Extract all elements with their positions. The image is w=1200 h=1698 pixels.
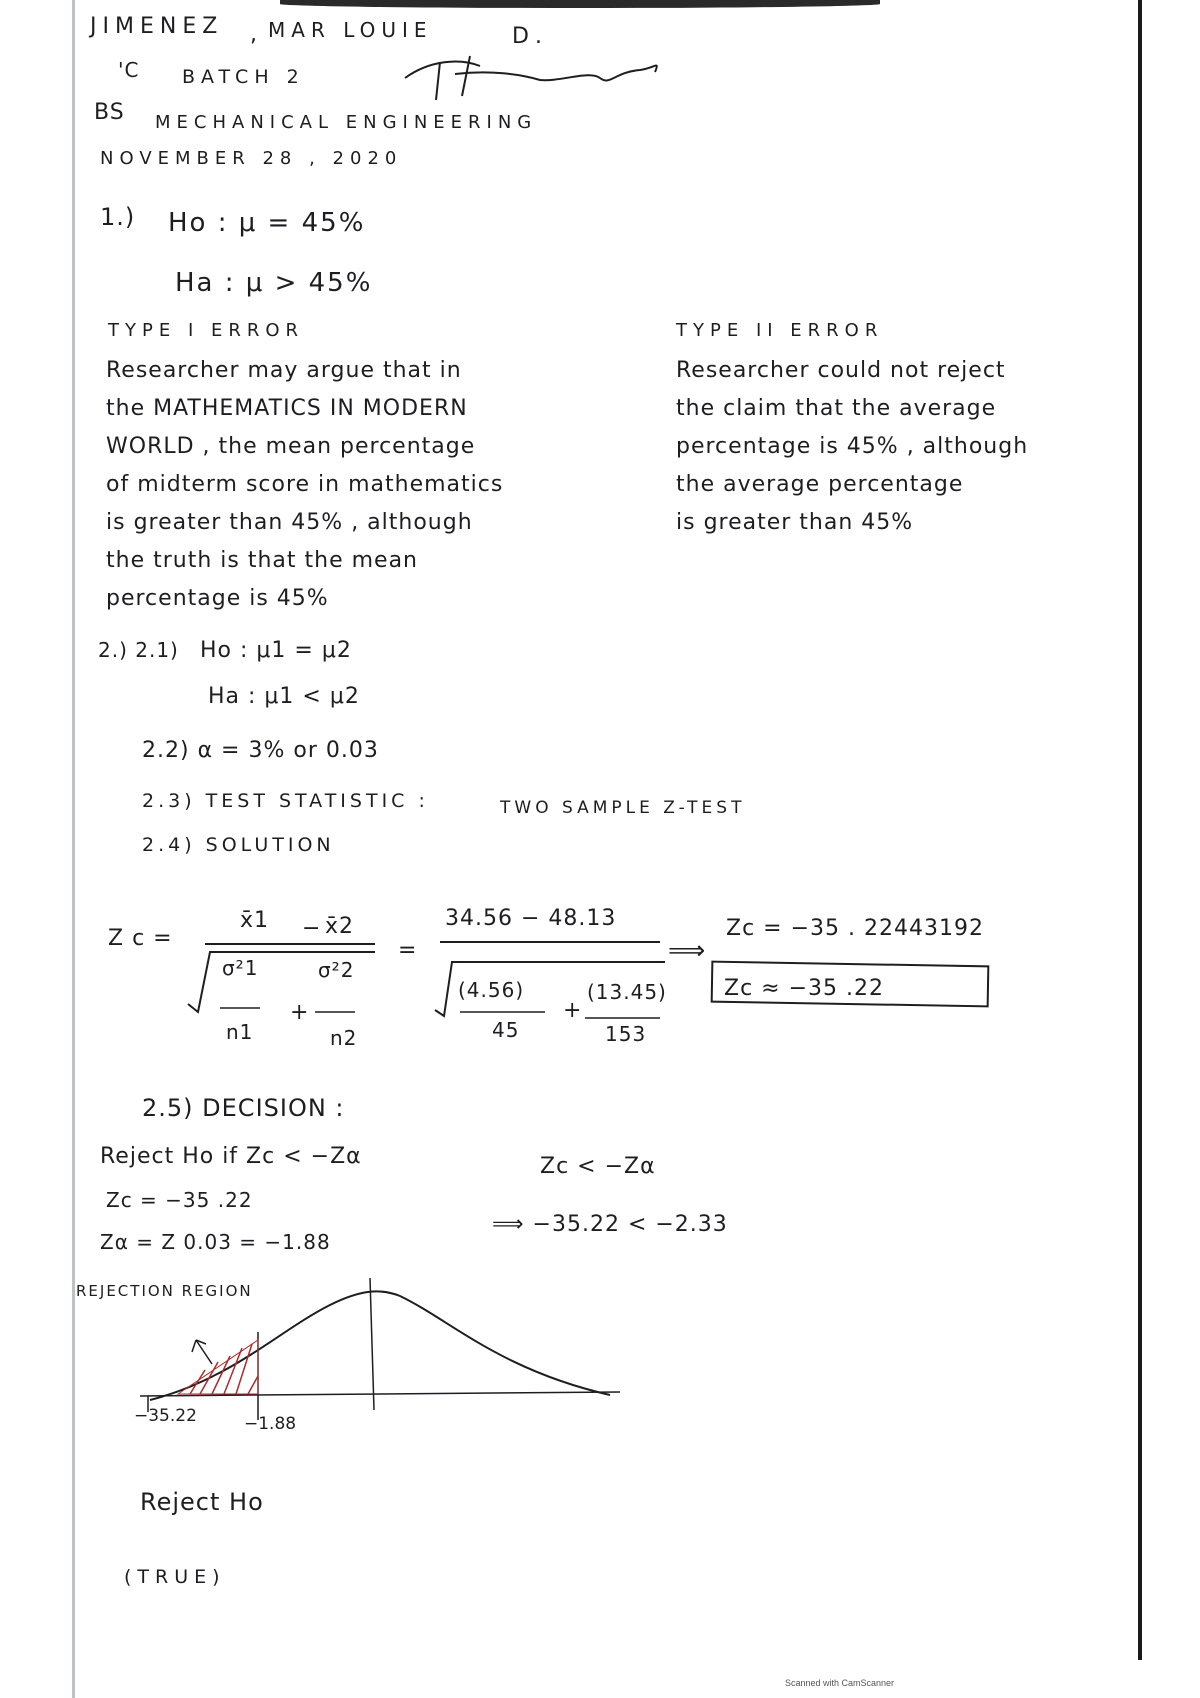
formula-x1: x̄1 — [240, 908, 270, 933]
decision-title: 2.5) DECISION : — [142, 1094, 345, 1122]
formula-minus: − — [302, 916, 322, 941]
rejection-region-label: REJECTION REGION — [76, 1282, 253, 1300]
graph-mean-line — [370, 1278, 374, 1410]
substituted-sqrt — [435, 962, 665, 1016]
graph-tick-zc: −35.22 — [134, 1406, 197, 1426]
substituted-n-a: 45 — [492, 1018, 520, 1042]
substituted-variance-a: (4.56) — [458, 978, 525, 1002]
program-name: MECHANICAL ENGINEERING — [155, 112, 538, 133]
name-separator: , — [250, 22, 258, 47]
formula-equals: = — [398, 938, 418, 963]
z-alpha-value: Zα = Z 0.03 = −1.88 — [100, 1230, 331, 1254]
substituted-n-b: 153 — [605, 1022, 647, 1046]
zc-value: Zc = −35 .22 — [106, 1188, 253, 1212]
z-result-boxed: Zc ≈ −35 .22 — [724, 976, 884, 1001]
q2-test-statistic-label: 2.3) TEST STATISTIC : — [142, 790, 429, 812]
q2-part1-label: 2.) 2.1) — [98, 638, 179, 662]
q2-alpha: 2.2) α = 3% or 0.03 — [142, 738, 379, 763]
student-middle-initial: D. — [512, 24, 548, 49]
formula-plus: + — [290, 1000, 310, 1025]
student-last-name: JIMENEZ — [90, 14, 224, 39]
rejection-hatch-lines — [190, 1344, 258, 1394]
program-degree: BS — [94, 100, 125, 125]
z-result-full: Zc = −35 . 22443192 — [726, 916, 984, 941]
formula-n2: n2 — [330, 1026, 358, 1050]
q1-null-hypothesis: Ho : μ = 45% — [168, 208, 366, 238]
q2-null-hypothesis: Ho : μ1 = μ2 — [200, 638, 352, 663]
graph-tick-critical: −1.88 — [244, 1414, 297, 1434]
conclusion: Reject Ho — [140, 1488, 264, 1516]
q2-test-statistic-value: TWO SAMPLE Z-TEST — [500, 798, 746, 818]
q1-alt-hypothesis: Ha : μ > 45% — [175, 268, 373, 298]
formula-sqrt — [188, 952, 375, 1012]
implies-arrow: ⟹ — [668, 936, 708, 966]
graph-curve — [150, 1291, 610, 1400]
type2-error-text: Researcher could not reject the claim that the average percentage is 45% , although the average percentage is greater than 45% — [676, 358, 1029, 535]
verdict: (TRUE) — [124, 1566, 226, 1588]
section-label: 'C — [118, 58, 140, 82]
formula-x2: x̄2 — [325, 914, 355, 939]
substituted-variance-b: (13.45) — [587, 980, 667, 1004]
reject-rule-short: Zc < −Zα — [540, 1154, 656, 1179]
q2-alt-hypothesis: Ha : μ1 < μ2 — [208, 684, 360, 709]
comparison-result: ⟹ −35.22 < −2.33 — [492, 1212, 728, 1237]
region-arrow — [192, 1340, 212, 1364]
type2-error-title: TYPE II ERROR — [676, 320, 884, 341]
q1-number: 1.) — [100, 203, 136, 231]
normal-curve-graph — [140, 1278, 620, 1420]
type1-error-title: TYPE I ERROR — [108, 320, 305, 341]
type1-error-text: Researcher may argue that in the MATHEMATICS IN MODERN WORLD , the mean percentage of midterm score in mathematics is greater than 45% , although the truth is that the mean percentage is 45% — [106, 358, 504, 611]
substituted-plus: + — [563, 998, 583, 1023]
reject-rule: Reject Ho if Zc < −Zα — [100, 1144, 362, 1169]
formula-lhs: Z c = — [108, 926, 173, 951]
substituted-numerator: 34.56 − 48.13 — [445, 906, 617, 931]
formula-sigma2: σ²2 — [318, 958, 355, 982]
answer-box — [712, 962, 989, 1007]
formula-n1: n1 — [226, 1020, 254, 1044]
q2-solution-label: 2.4) SOLUTION — [142, 834, 335, 856]
signature — [405, 56, 657, 100]
student-first-name: MAR LOUIE — [268, 18, 433, 42]
batch-label: BATCH 2 — [182, 66, 305, 88]
submission-date: NOVEMBER 28 , 2020 — [100, 148, 403, 169]
scanner-watermark: Scanned with CamScanner — [785, 1678, 895, 1688]
formula-sigma1: σ²1 — [222, 956, 259, 980]
rejection-hatch — [178, 1340, 258, 1394]
